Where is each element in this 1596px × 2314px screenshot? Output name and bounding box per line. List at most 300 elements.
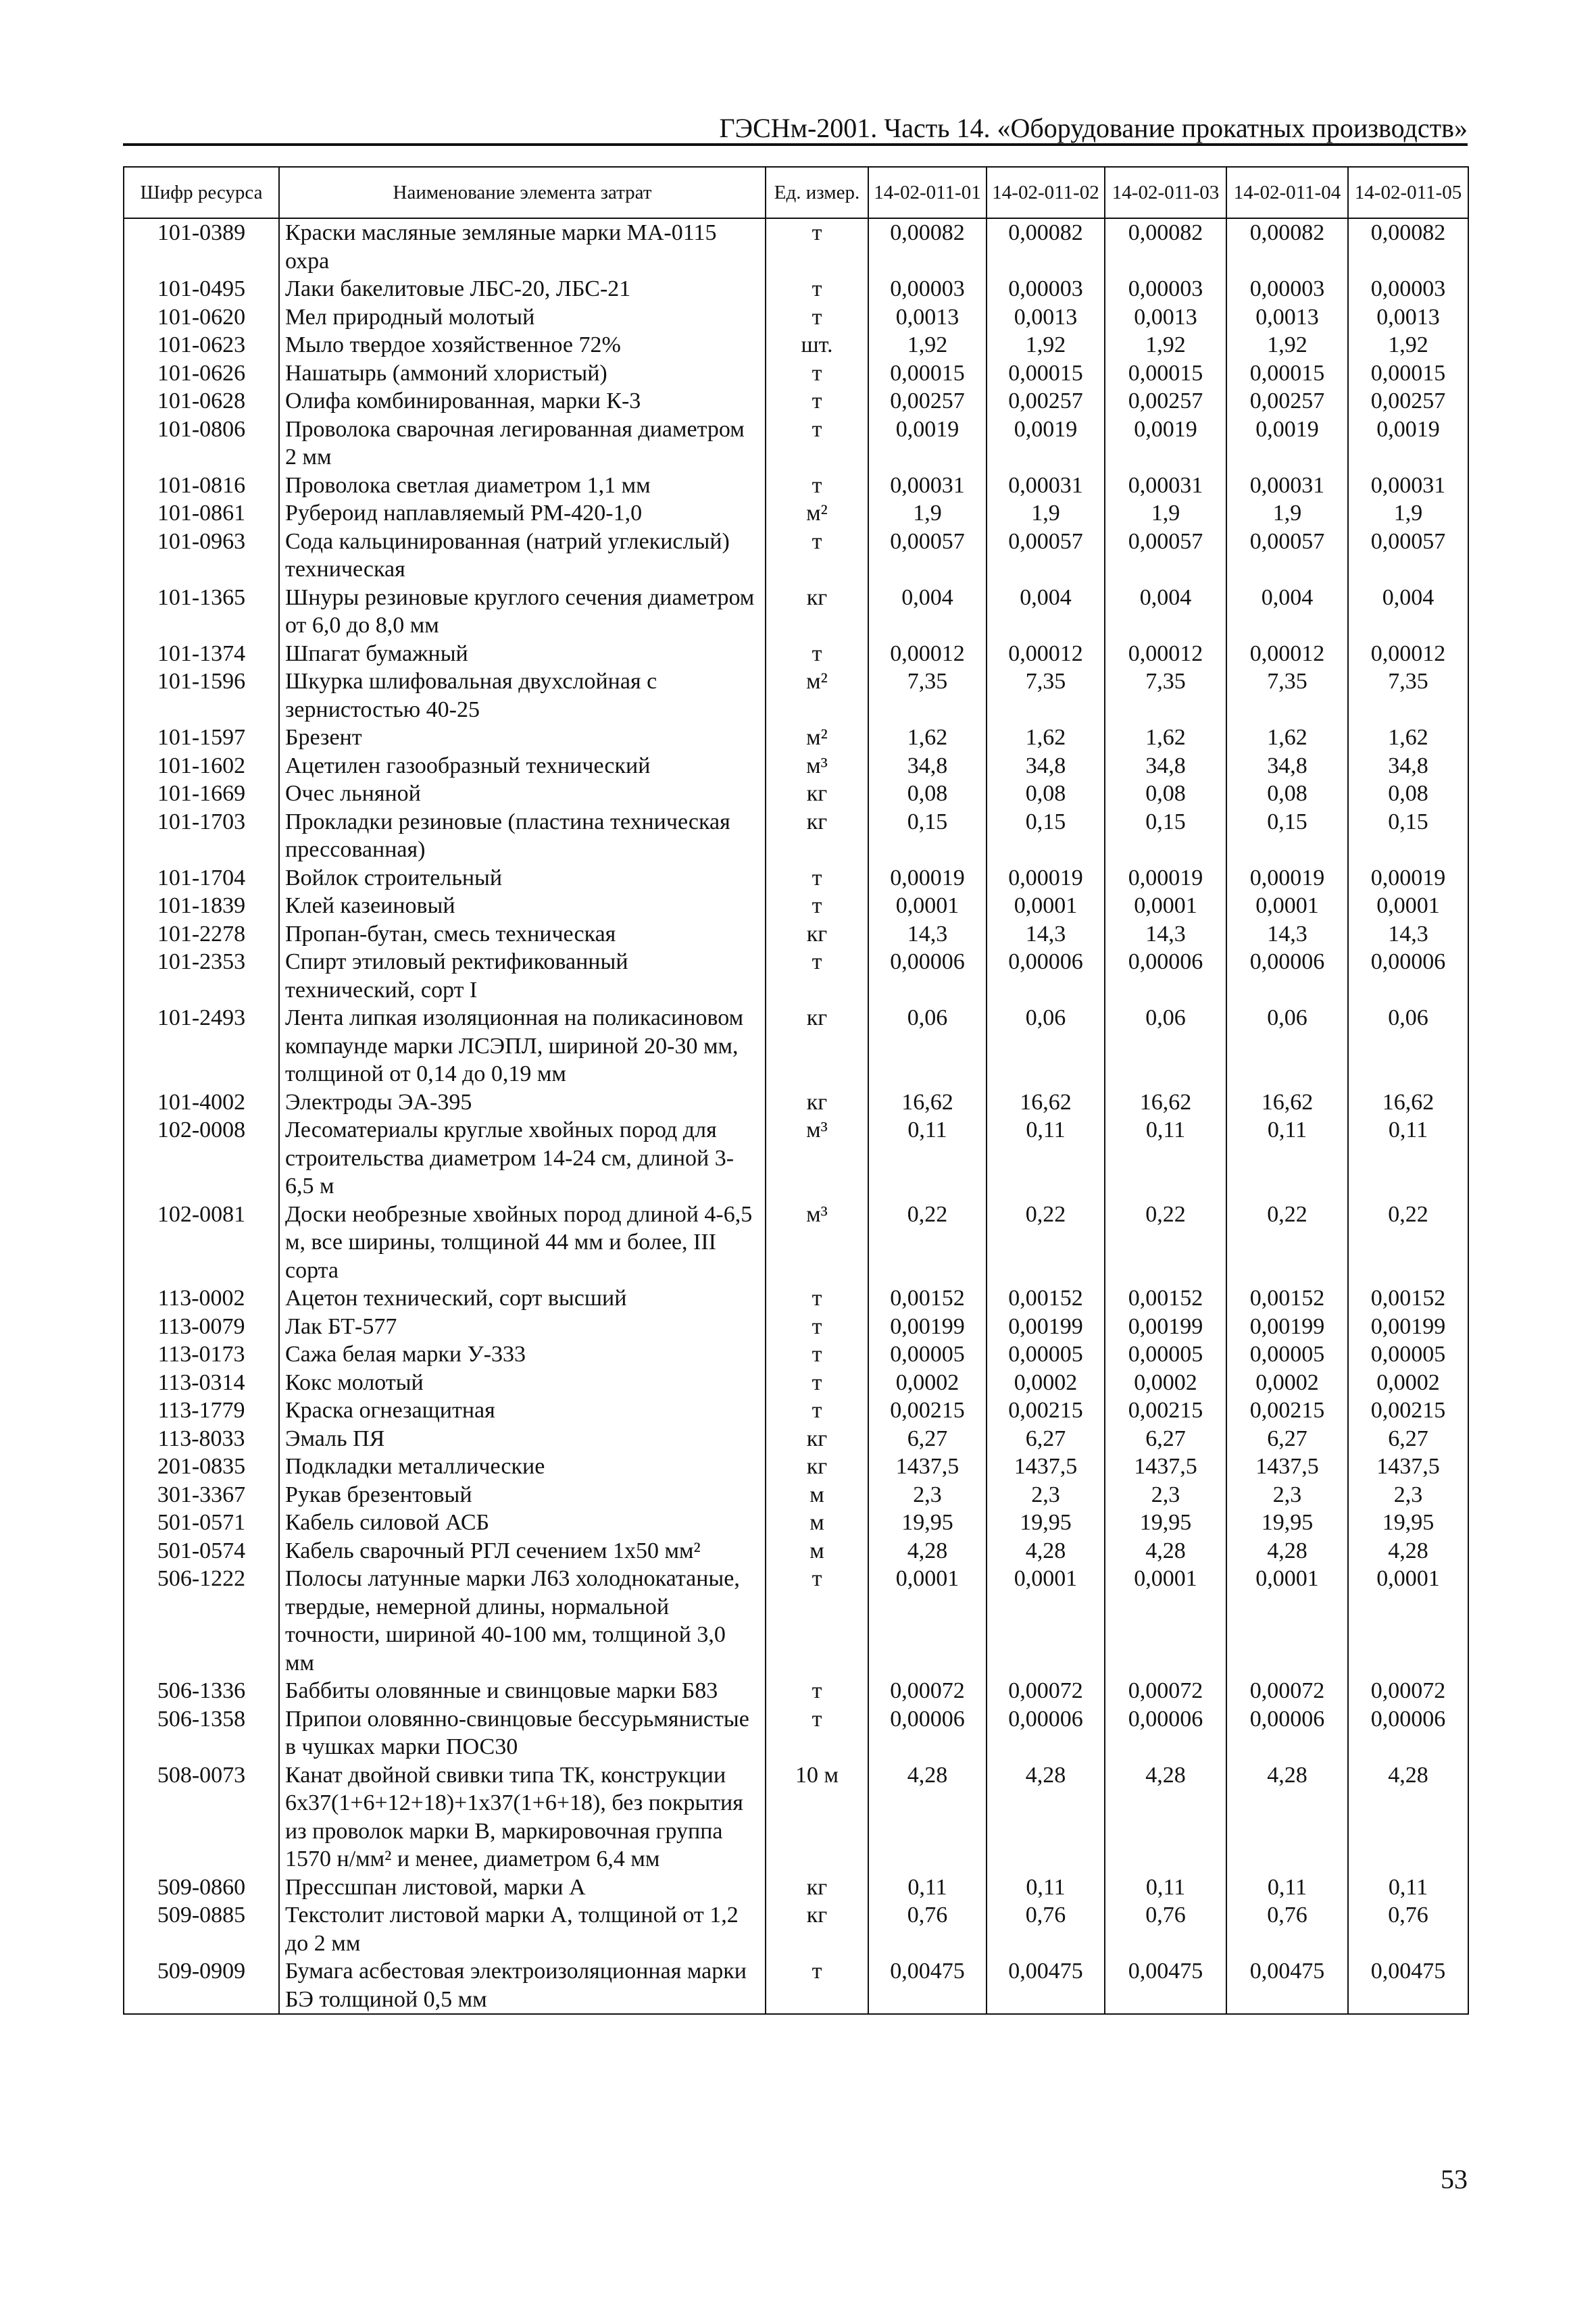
value-cell-011-05: 0,0002 — [1348, 1369, 1468, 1397]
value-cell-011-05: 0,11 — [1348, 1116, 1468, 1201]
resource-name-cell: Рукав брезентовый — [279, 1481, 766, 1509]
value-cell-011-02: 1437,5 — [987, 1453, 1105, 1481]
resource-name-cell: Спирт этиловый ректификованный технический, сорт I — [279, 948, 766, 1004]
unit-cell: кг — [766, 1425, 868, 1453]
value-cell-011-02: 0,00005 — [987, 1340, 1105, 1369]
unit-cell: м — [766, 1509, 868, 1537]
value-cell-011-01: 6,27 — [868, 1425, 987, 1453]
unit-cell: т — [766, 218, 868, 275]
value-cell-011-01: 0,00031 — [868, 472, 987, 500]
value-cell-011-05: 0,00082 — [1348, 218, 1468, 275]
resource-code-cell: 501-0571 — [124, 1509, 279, 1537]
value-cell-011-04: 0,11 — [1226, 1116, 1348, 1201]
value-cell-011-02: 0,0013 — [987, 303, 1105, 332]
table-row — [124, 1088, 1468, 1117]
table-row — [124, 218, 1468, 275]
resource-code-cell: 101-4002 — [124, 1088, 279, 1117]
value-cell-011-05: 0,004 — [1348, 584, 1468, 640]
unit-cell: м³ — [766, 1116, 868, 1201]
value-cell-011-04: 0,004 — [1226, 584, 1348, 640]
value-cell-011-03: 1,62 — [1105, 724, 1226, 752]
resource-code-cell: 101-1602 — [124, 752, 279, 780]
value-cell-011-04: 7,35 — [1226, 668, 1348, 724]
value-cell-011-05: 0,11 — [1348, 1873, 1468, 1902]
table-row — [124, 584, 1468, 640]
value-cell-011-05: 7,35 — [1348, 668, 1468, 724]
unit-cell: т — [766, 1313, 868, 1341]
value-cell-011-02: 0,00012 — [987, 640, 1105, 668]
unit-cell: т — [766, 1677, 868, 1705]
unit-cell: кг — [766, 808, 868, 864]
value-cell-011-03: 4,28 — [1105, 1761, 1226, 1873]
table-row — [124, 1340, 1468, 1369]
value-cell-011-02: 0,004 — [987, 584, 1105, 640]
unit-cell: м³ — [766, 1201, 868, 1285]
value-cell-011-02: 19,95 — [987, 1509, 1105, 1537]
table-row — [124, 948, 1468, 1004]
col-header-code: Шифр ресурса — [124, 167, 279, 218]
value-cell-011-01: 0,004 — [868, 584, 987, 640]
table-row — [124, 1565, 1468, 1677]
value-cell-011-05: 0,00215 — [1348, 1397, 1468, 1425]
value-cell-011-01: 0,15 — [868, 808, 987, 864]
table-row — [124, 416, 1468, 472]
table-row — [124, 1397, 1468, 1425]
value-cell-011-03: 0,00072 — [1105, 1677, 1226, 1705]
value-cell-011-05: 19,95 — [1348, 1509, 1468, 1537]
value-cell-011-01: 0,00257 — [868, 387, 987, 416]
table-row — [124, 1705, 1468, 1761]
resource-code-cell: 509-0860 — [124, 1873, 279, 1902]
table-row — [124, 1369, 1468, 1397]
resource-name-cell: Сода кальцинированная (натрий углекислый) техническая — [279, 528, 766, 584]
unit-cell: кг — [766, 1453, 868, 1481]
unit-cell: т — [766, 1565, 868, 1677]
value-cell-011-05: 0,22 — [1348, 1201, 1468, 1285]
resource-name-cell: Войлок строительный — [279, 864, 766, 892]
table-row — [124, 1761, 1468, 1873]
value-cell-011-03: 14,3 — [1105, 920, 1226, 949]
value-cell-011-01: 0,22 — [868, 1201, 987, 1285]
table-row — [124, 303, 1468, 332]
value-cell-011-03: 0,0001 — [1105, 892, 1226, 920]
value-cell-011-05: 0,0001 — [1348, 892, 1468, 920]
value-cell-011-02: 1,9 — [987, 499, 1105, 528]
resource-code-cell: 113-0002 — [124, 1284, 279, 1313]
col-header-011-04: 14-02-011-04 — [1226, 167, 1348, 218]
resource-code-cell: 501-0574 — [124, 1537, 279, 1565]
unit-cell: т — [766, 1397, 868, 1425]
col-header-unit: Ед. измер. — [766, 167, 868, 218]
resource-code-cell: 101-2353 — [124, 948, 279, 1004]
value-cell-011-02: 0,00215 — [987, 1397, 1105, 1425]
resource-name-cell: Рубероид наплавляемый РМ-420-1,0 — [279, 499, 766, 528]
value-cell-011-01: 4,28 — [868, 1761, 987, 1873]
value-cell-011-01: 0,00199 — [868, 1313, 987, 1341]
value-cell-011-01: 0,00006 — [868, 948, 987, 1004]
resource-code-cell: 506-1358 — [124, 1705, 279, 1761]
resource-name-cell: Прессшпан листовой, марки А — [279, 1873, 766, 1902]
table-row — [124, 1873, 1468, 1902]
value-cell-011-01: 19,95 — [868, 1509, 987, 1537]
resource-code-cell: 101-0861 — [124, 499, 279, 528]
resource-code-cell: 101-2278 — [124, 920, 279, 949]
value-cell-011-02: 0,00199 — [987, 1313, 1105, 1341]
unit-cell: т — [766, 359, 868, 388]
table-row — [124, 1425, 1468, 1453]
value-cell-011-02: 0,0002 — [987, 1369, 1105, 1397]
value-cell-011-04: 0,00006 — [1226, 948, 1348, 1004]
value-cell-011-01: 0,00057 — [868, 528, 987, 584]
value-cell-011-04: 0,08 — [1226, 780, 1348, 808]
unit-cell: т — [766, 1284, 868, 1313]
unit-cell: кг — [766, 1088, 868, 1117]
document-header: ГЭСНм-2001. Часть 14. «Оборудование прокатных производств» — [719, 113, 1468, 143]
resource-name-cell: Очес льняной — [279, 780, 766, 808]
value-cell-011-01: 1,62 — [868, 724, 987, 752]
unit-cell: т — [766, 416, 868, 472]
resource-name-cell: Лак БТ-577 — [279, 1313, 766, 1341]
table-row — [124, 1537, 1468, 1565]
value-cell-011-01: 1,9 — [868, 499, 987, 528]
table-header-row — [124, 167, 1468, 218]
resource-name-cell: Ацетон технический, сорт высший — [279, 1284, 766, 1313]
value-cell-011-05: 0,00006 — [1348, 948, 1468, 1004]
table-row — [124, 1509, 1468, 1537]
resource-code-cell: 101-0626 — [124, 359, 279, 388]
resource-name-cell: Пропан-бутан, смесь техническая — [279, 920, 766, 949]
resource-name-cell: Канат двойной свивки типа ТК, конструкции 6х37(1+6+12+18)+1х37(1+6+18), без покрытия из проволок марки В, маркировочная группа 1570 н/мм² и менее, диаметром 6,4 мм — [279, 1761, 766, 1873]
value-cell-011-03: 7,35 — [1105, 668, 1226, 724]
value-cell-011-04: 1,92 — [1226, 331, 1348, 359]
resource-code-cell: 509-0909 — [124, 1957, 279, 2014]
value-cell-011-03: 0,00005 — [1105, 1340, 1226, 1369]
value-cell-011-03: 0,76 — [1105, 1901, 1226, 1957]
value-cell-011-04: 0,0001 — [1226, 892, 1348, 920]
value-cell-011-03: 0,11 — [1105, 1116, 1226, 1201]
col-header-011-05: 14-02-011-05 — [1348, 167, 1468, 218]
value-cell-011-01: 0,00019 — [868, 864, 987, 892]
resource-name-cell: Кокс молотый — [279, 1369, 766, 1397]
resource-code-cell: 101-0623 — [124, 331, 279, 359]
value-cell-011-04: 0,00003 — [1226, 275, 1348, 303]
value-cell-011-02: 1,92 — [987, 331, 1105, 359]
value-cell-011-04: 0,00199 — [1226, 1313, 1348, 1341]
table-row — [124, 359, 1468, 388]
resource-code-cell: 113-8033 — [124, 1425, 279, 1453]
resource-name-cell: Припои оловянно-свинцовые бессурьмянистые в чушках марки ПОС30 — [279, 1705, 766, 1761]
unit-cell: т — [766, 472, 868, 500]
value-cell-011-03: 0,0001 — [1105, 1565, 1226, 1677]
value-cell-011-03: 0,00015 — [1105, 359, 1226, 388]
value-cell-011-03: 0,15 — [1105, 808, 1226, 864]
unit-cell: т — [766, 1705, 868, 1761]
resource-name-cell: Лаки бакелитовые ЛБС-20, ЛБС-21 — [279, 275, 766, 303]
unit-cell: шт. — [766, 331, 868, 359]
value-cell-011-04: 0,22 — [1226, 1201, 1348, 1285]
resource-code-cell: 101-0963 — [124, 528, 279, 584]
value-cell-011-05: 6,27 — [1348, 1425, 1468, 1453]
value-cell-011-02: 34,8 — [987, 752, 1105, 780]
value-cell-011-04: 0,00475 — [1226, 1957, 1348, 2014]
value-cell-011-05: 0,00057 — [1348, 528, 1468, 584]
value-cell-011-03: 0,00215 — [1105, 1397, 1226, 1425]
unit-cell: т — [766, 948, 868, 1004]
resource-code-cell: 101-1365 — [124, 584, 279, 640]
unit-cell: т — [766, 864, 868, 892]
resource-name-cell: Краска огнезащитная — [279, 1397, 766, 1425]
table-row — [124, 1677, 1468, 1705]
value-cell-011-02: 0,15 — [987, 808, 1105, 864]
value-cell-011-04: 0,00152 — [1226, 1284, 1348, 1313]
table-row — [124, 864, 1468, 892]
value-cell-011-01: 0,00005 — [868, 1340, 987, 1369]
resource-code-cell: 113-1779 — [124, 1397, 279, 1425]
value-cell-011-04: 0,00072 — [1226, 1677, 1348, 1705]
value-cell-011-04: 0,00215 — [1226, 1397, 1348, 1425]
resource-code-cell: 508-0073 — [124, 1761, 279, 1873]
resource-name-cell: Шпагат бумажный — [279, 640, 766, 668]
value-cell-011-05: 4,28 — [1348, 1761, 1468, 1873]
value-cell-011-05: 1437,5 — [1348, 1453, 1468, 1481]
value-cell-011-02: 0,00257 — [987, 387, 1105, 416]
resource-code-cell: 101-0389 — [124, 218, 279, 275]
resource-name-cell: Кабель сварочный РГЛ сечением 1х50 мм² — [279, 1537, 766, 1565]
table-row — [124, 275, 1468, 303]
unit-cell: т — [766, 892, 868, 920]
value-cell-011-04: 0,00019 — [1226, 864, 1348, 892]
table-row — [124, 1481, 1468, 1509]
table-row — [124, 920, 1468, 949]
unit-cell: м — [766, 1481, 868, 1509]
value-cell-011-04: 19,95 — [1226, 1509, 1348, 1537]
table-row — [124, 331, 1468, 359]
resource-code-cell: 101-0495 — [124, 275, 279, 303]
value-cell-011-01: 0,00012 — [868, 640, 987, 668]
value-cell-011-05: 34,8 — [1348, 752, 1468, 780]
table-row — [124, 1201, 1468, 1285]
value-cell-011-04: 0,11 — [1226, 1873, 1348, 1902]
value-cell-011-03: 19,95 — [1105, 1509, 1226, 1537]
value-cell-011-03: 0,00199 — [1105, 1313, 1226, 1341]
value-cell-011-05: 0,0001 — [1348, 1565, 1468, 1677]
value-cell-011-03: 0,00031 — [1105, 472, 1226, 500]
value-cell-011-05: 0,15 — [1348, 808, 1468, 864]
value-cell-011-03: 0,11 — [1105, 1873, 1226, 1902]
value-cell-011-04: 1,9 — [1226, 499, 1348, 528]
value-cell-011-02: 1,62 — [987, 724, 1105, 752]
resource-code-cell: 101-1703 — [124, 808, 279, 864]
value-cell-011-03: 0,00082 — [1105, 218, 1226, 275]
value-cell-011-03: 2,3 — [1105, 1481, 1226, 1509]
resource-name-cell: Текстолит листовой марки А, толщиной от 1,2 до 2 мм — [279, 1901, 766, 1957]
value-cell-011-05: 0,00031 — [1348, 472, 1468, 500]
value-cell-011-02: 0,0019 — [987, 416, 1105, 472]
value-cell-011-05: 2,3 — [1348, 1481, 1468, 1509]
value-cell-011-02: 7,35 — [987, 668, 1105, 724]
resource-code-cell: 101-1669 — [124, 780, 279, 808]
resource-name-cell: Баббиты оловянные и свинцовые марки Б83 — [279, 1677, 766, 1705]
value-cell-011-01: 1,92 — [868, 331, 987, 359]
header-rule — [123, 143, 1468, 146]
value-cell-011-01: 0,00215 — [868, 1397, 987, 1425]
value-cell-011-05: 0,0019 — [1348, 416, 1468, 472]
value-cell-011-03: 6,27 — [1105, 1425, 1226, 1453]
resource-name-cell: Сажа белая марки У-333 — [279, 1340, 766, 1369]
value-cell-011-03: 1,92 — [1105, 331, 1226, 359]
resource-name-cell: Нашатырь (аммоний хлористый) — [279, 359, 766, 388]
unit-cell: 10 м — [766, 1761, 868, 1873]
value-cell-011-01: 34,8 — [868, 752, 987, 780]
value-cell-011-05: 16,62 — [1348, 1088, 1468, 1117]
resource-code-cell: 509-0885 — [124, 1901, 279, 1957]
resource-name-cell: Проволока сварочная легированная диаметром 2 мм — [279, 416, 766, 472]
value-cell-011-04: 0,76 — [1226, 1901, 1348, 1957]
table-row — [124, 640, 1468, 668]
value-cell-011-01: 0,11 — [868, 1116, 987, 1201]
table-row — [124, 808, 1468, 864]
unit-cell: кг — [766, 584, 868, 640]
value-cell-011-02: 0,00057 — [987, 528, 1105, 584]
col-header-011-02: 14-02-011-02 — [987, 167, 1105, 218]
value-cell-011-03: 0,00257 — [1105, 387, 1226, 416]
value-cell-011-05: 0,00072 — [1348, 1677, 1468, 1705]
value-cell-011-04: 0,00012 — [1226, 640, 1348, 668]
resource-code-cell: 102-0008 — [124, 1116, 279, 1201]
value-cell-011-03: 4,28 — [1105, 1537, 1226, 1565]
value-cell-011-02: 0,00019 — [987, 864, 1105, 892]
unit-cell: м² — [766, 724, 868, 752]
resource-code-cell: 101-1597 — [124, 724, 279, 752]
resource-code-cell: 101-0620 — [124, 303, 279, 332]
value-cell-011-02: 0,00475 — [987, 1957, 1105, 2014]
value-cell-011-04: 4,28 — [1226, 1761, 1348, 1873]
resource-name-cell: Мел природный молотый — [279, 303, 766, 332]
value-cell-011-02: 0,00006 — [987, 1705, 1105, 1761]
value-cell-011-05: 4,28 — [1348, 1537, 1468, 1565]
unit-cell: м — [766, 1537, 868, 1565]
value-cell-011-03: 0,00003 — [1105, 275, 1226, 303]
value-cell-011-01: 14,3 — [868, 920, 987, 949]
value-cell-011-01: 4,28 — [868, 1537, 987, 1565]
table-row — [124, 387, 1468, 416]
value-cell-011-04: 0,0013 — [1226, 303, 1348, 332]
value-cell-011-03: 0,06 — [1105, 1004, 1226, 1088]
resource-name-cell: Бумага асбестовая электроизоляционная марки БЭ толщиной 0,5 мм — [279, 1957, 766, 2014]
value-cell-011-01: 7,35 — [868, 668, 987, 724]
unit-cell: кг — [766, 1873, 868, 1902]
resource-code-cell: 301-3367 — [124, 1481, 279, 1509]
resource-code-cell: 201-0835 — [124, 1453, 279, 1481]
value-cell-011-03: 0,00006 — [1105, 1705, 1226, 1761]
value-cell-011-05: 0,00019 — [1348, 864, 1468, 892]
resource-name-cell: Лента липкая изоляционная на поликасиновом компаунде марки ЛСЭПЛ, шириной 20-30 мм, толщиной от 0,14 до 0,19 мм — [279, 1004, 766, 1088]
value-cell-011-04: 1,62 — [1226, 724, 1348, 752]
resource-name-cell: Прокладки резиновые (пластина техническая прессованная) — [279, 808, 766, 864]
value-cell-011-04: 0,00057 — [1226, 528, 1348, 584]
value-cell-011-04: 0,0001 — [1226, 1565, 1348, 1677]
value-cell-011-01: 0,0001 — [868, 892, 987, 920]
value-cell-011-02: 0,00015 — [987, 359, 1105, 388]
value-cell-011-01: 0,06 — [868, 1004, 987, 1088]
value-cell-011-05: 0,00199 — [1348, 1313, 1468, 1341]
value-cell-011-04: 1437,5 — [1226, 1453, 1348, 1481]
resource-name-cell: Лесоматериалы круглые хвойных пород для строительства диаметром 14-24 см, длиной 3-6,5 м — [279, 1116, 766, 1201]
resource-table — [123, 166, 1469, 2015]
value-cell-011-04: 34,8 — [1226, 752, 1348, 780]
col-header-name: Наименование элемента затрат — [279, 167, 766, 218]
value-cell-011-02: 0,00082 — [987, 218, 1105, 275]
value-cell-011-01: 0,0019 — [868, 416, 987, 472]
resource-name-cell: Ацетилен газообразный технический — [279, 752, 766, 780]
value-cell-011-05: 0,00015 — [1348, 359, 1468, 388]
value-cell-011-01: 0,76 — [868, 1901, 987, 1957]
resource-code-cell: 506-1336 — [124, 1677, 279, 1705]
value-cell-011-04: 0,00082 — [1226, 218, 1348, 275]
resource-name-cell: Мыло твердое хозяйственное 72% — [279, 331, 766, 359]
value-cell-011-02: 16,62 — [987, 1088, 1105, 1117]
unit-cell: кг — [766, 920, 868, 949]
unit-cell: м³ — [766, 752, 868, 780]
value-cell-011-05: 0,00012 — [1348, 640, 1468, 668]
table-row — [124, 1313, 1468, 1341]
value-cell-011-02: 0,00072 — [987, 1677, 1105, 1705]
table-row — [124, 1957, 1468, 2014]
col-header-011-03: 14-02-011-03 — [1105, 167, 1226, 218]
value-cell-011-02: 0,22 — [987, 1201, 1105, 1285]
table-row — [124, 528, 1468, 584]
value-cell-011-05: 0,00006 — [1348, 1705, 1468, 1761]
value-cell-011-04: 0,06 — [1226, 1004, 1348, 1088]
value-cell-011-03: 0,00019 — [1105, 864, 1226, 892]
resource-code-cell: 101-1374 — [124, 640, 279, 668]
value-cell-011-02: 0,76 — [987, 1901, 1105, 1957]
value-cell-011-03: 1,9 — [1105, 499, 1226, 528]
table-row — [124, 1453, 1468, 1481]
value-cell-011-05: 1,9 — [1348, 499, 1468, 528]
value-cell-011-04: 0,00015 — [1226, 359, 1348, 388]
unit-cell: м² — [766, 668, 868, 724]
resource-code-cell: 101-0816 — [124, 472, 279, 500]
value-cell-011-01: 0,11 — [868, 1873, 987, 1902]
value-cell-011-02: 0,0001 — [987, 892, 1105, 920]
resource-code-cell: 101-0628 — [124, 387, 279, 416]
value-cell-011-03: 0,08 — [1105, 780, 1226, 808]
value-cell-011-03: 0,0019 — [1105, 416, 1226, 472]
value-cell-011-04: 4,28 — [1226, 1537, 1348, 1565]
table-row — [124, 1004, 1468, 1088]
value-cell-011-02: 6,27 — [987, 1425, 1105, 1453]
value-cell-011-05: 0,76 — [1348, 1901, 1468, 1957]
table-row — [124, 1284, 1468, 1313]
unit-cell: т — [766, 1369, 868, 1397]
value-cell-011-05: 0,00005 — [1348, 1340, 1468, 1369]
value-cell-011-02: 0,08 — [987, 780, 1105, 808]
value-cell-011-03: 0,00057 — [1105, 528, 1226, 584]
resource-code-cell: 101-1839 — [124, 892, 279, 920]
resource-code-cell: 101-1704 — [124, 864, 279, 892]
table-row — [124, 892, 1468, 920]
value-cell-011-01: 16,62 — [868, 1088, 987, 1117]
value-cell-011-04: 0,00005 — [1226, 1340, 1348, 1369]
value-cell-011-05: 0,0013 — [1348, 303, 1468, 332]
value-cell-011-04: 0,00257 — [1226, 387, 1348, 416]
table-row — [124, 752, 1468, 780]
value-cell-011-03: 34,8 — [1105, 752, 1226, 780]
value-cell-011-05: 0,00475 — [1348, 1957, 1468, 2014]
resource-name-cell: Клей казеиновый — [279, 892, 766, 920]
value-cell-011-03: 0,00475 — [1105, 1957, 1226, 2014]
